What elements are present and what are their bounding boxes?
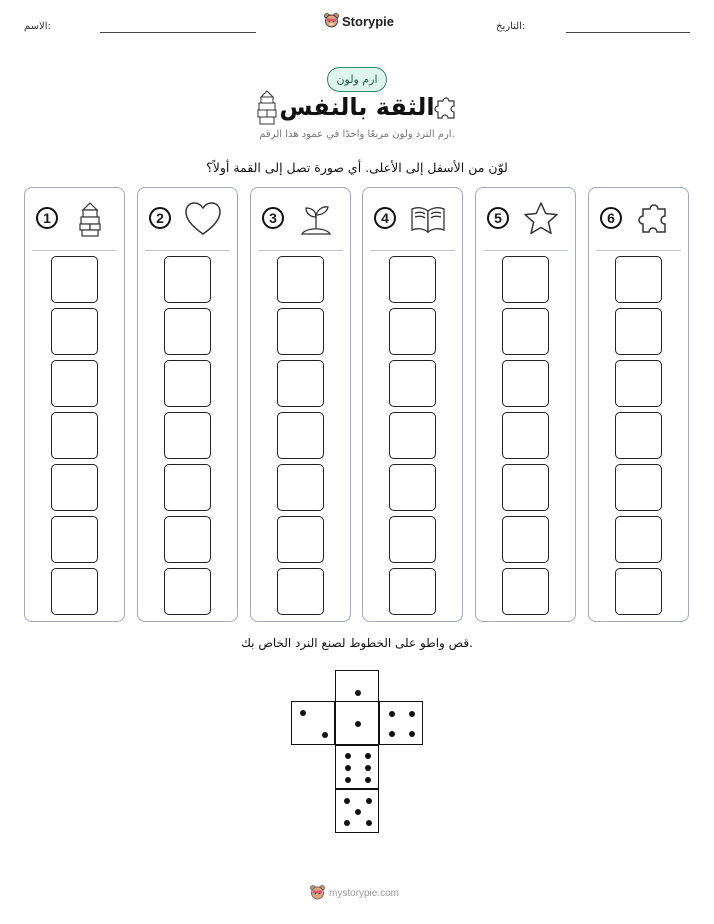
- color-square[interactable]: [389, 308, 436, 355]
- color-square[interactable]: [502, 516, 549, 563]
- color-square[interactable]: [51, 516, 98, 563]
- color-square[interactable]: [51, 308, 98, 355]
- color-square[interactable]: [277, 308, 324, 355]
- name-line[interactable]: [100, 32, 256, 33]
- color-square[interactable]: [277, 360, 324, 407]
- column-divider: [32, 250, 117, 251]
- die-pip: [365, 777, 371, 783]
- column-5: [475, 187, 576, 622]
- instructions: ارم النرد ولون مربعًا واحدًا في عمود هذا الرقم.: [259, 129, 455, 140]
- column-number: 1: [36, 207, 58, 229]
- color-square[interactable]: [51, 256, 98, 303]
- die-pip: [409, 711, 415, 717]
- color-square[interactable]: [389, 464, 436, 511]
- color-square[interactable]: [164, 568, 211, 615]
- date-label: التاريخ:: [496, 21, 526, 32]
- die-face-1: [335, 701, 379, 745]
- page-title: الثقة بالنفس: [279, 93, 435, 121]
- color-square[interactable]: [164, 308, 211, 355]
- die-pip: [366, 798, 372, 804]
- column-3: [250, 187, 351, 622]
- color-square[interactable]: [277, 568, 324, 615]
- column-divider: [483, 250, 568, 251]
- die-pip: [345, 765, 351, 771]
- footer-url: mystorypie.com: [329, 887, 400, 899]
- activity-badge: ارم ولون: [327, 67, 387, 92]
- question: لوّن من الأسفل إلى الأعلى. أي صورة تصل إلى القمة أولاً؟: [206, 160, 508, 175]
- color-square[interactable]: [502, 308, 549, 355]
- die-face-6: [335, 745, 379, 789]
- color-square[interactable]: [277, 256, 324, 303]
- die-pip: [366, 820, 372, 826]
- die-pip: [344, 798, 350, 804]
- puzzle-piece-icon: [434, 95, 458, 121]
- column-number: 6: [600, 207, 622, 229]
- column-number: 3: [262, 207, 284, 229]
- die-pip: [355, 690, 361, 696]
- color-square[interactable]: [277, 516, 324, 563]
- die-pip: [355, 809, 361, 815]
- die-pip: [365, 765, 371, 771]
- column-number: 2: [149, 207, 171, 229]
- storypie-logo: [324, 13, 394, 29]
- color-square[interactable]: [277, 412, 324, 459]
- color-square[interactable]: [277, 464, 324, 511]
- color-square[interactable]: [389, 516, 436, 563]
- column-number: 5: [487, 207, 509, 229]
- die-face-2: [291, 701, 335, 745]
- column-number: 4: [374, 207, 396, 229]
- open-book-icon: [409, 200, 447, 238]
- column-divider: [370, 250, 455, 251]
- puzzle-piece-icon: [635, 200, 673, 238]
- die-face-4: [379, 701, 423, 745]
- color-square[interactable]: [51, 360, 98, 407]
- die-pip: [389, 731, 395, 737]
- column-4: [362, 187, 463, 622]
- color-square[interactable]: [615, 568, 662, 615]
- column-divider: [145, 250, 230, 251]
- die-pip: [355, 721, 361, 727]
- column-1: [24, 187, 125, 622]
- die-pip: [345, 753, 351, 759]
- color-square[interactable]: [615, 308, 662, 355]
- heart-icon: [184, 200, 222, 238]
- color-square[interactable]: [389, 412, 436, 459]
- sprout-icon: [297, 200, 335, 238]
- date-line[interactable]: [566, 32, 690, 33]
- die-pip: [389, 711, 395, 717]
- color-square[interactable]: [389, 360, 436, 407]
- color-square[interactable]: [615, 516, 662, 563]
- die-face-5: [335, 789, 379, 833]
- die-pip: [322, 732, 328, 738]
- color-square[interactable]: [164, 360, 211, 407]
- die-pip: [300, 710, 306, 716]
- blocks-tower-icon: [71, 200, 109, 238]
- color-square[interactable]: [615, 256, 662, 303]
- color-square[interactable]: [164, 516, 211, 563]
- column-2: [137, 187, 238, 622]
- bear-mascot-icon: [310, 885, 325, 901]
- die-pip: [365, 753, 371, 759]
- color-square[interactable]: [615, 412, 662, 459]
- color-square[interactable]: [615, 360, 662, 407]
- brand-name: Storypie: [342, 13, 395, 29]
- color-square[interactable]: [51, 412, 98, 459]
- color-square[interactable]: [615, 464, 662, 511]
- column-divider: [258, 250, 343, 251]
- color-square[interactable]: [502, 360, 549, 407]
- die-pip: [345, 777, 351, 783]
- bear-mascot-icon: [324, 13, 339, 29]
- color-square[interactable]: [502, 256, 549, 303]
- color-square[interactable]: [389, 568, 436, 615]
- color-square[interactable]: [389, 256, 436, 303]
- color-square[interactable]: [164, 412, 211, 459]
- cut-instruction: قص واطو على الخطوط لصنع النرد الخاص بك.: [241, 636, 473, 650]
- color-square[interactable]: [502, 412, 549, 459]
- color-square[interactable]: [164, 464, 211, 511]
- color-square[interactable]: [51, 568, 98, 615]
- name-label: الاسم:: [24, 21, 51, 32]
- die-pip: [344, 820, 350, 826]
- footer: [310, 885, 399, 901]
- column-6: [588, 187, 689, 622]
- color-square[interactable]: [502, 568, 549, 615]
- die-pip: [409, 731, 415, 737]
- color-square[interactable]: [164, 256, 211, 303]
- color-square[interactable]: [51, 464, 98, 511]
- column-divider: [596, 250, 681, 251]
- star-icon: [522, 200, 560, 238]
- color-square[interactable]: [502, 464, 549, 511]
